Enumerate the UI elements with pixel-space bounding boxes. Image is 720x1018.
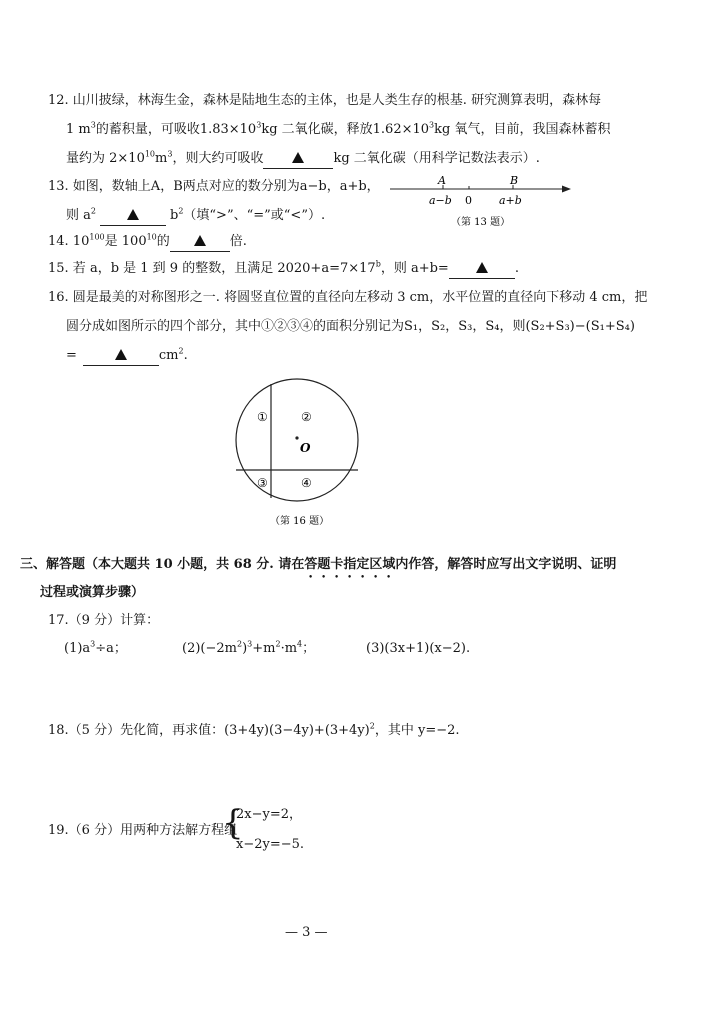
q14-answer-blank[interactable] xyxy=(170,233,230,252)
q13-answer-blank[interactable] xyxy=(100,207,166,226)
left-brace-icon: { xyxy=(222,803,244,843)
triangle-marker-icon xyxy=(194,235,206,246)
label-a: A xyxy=(438,174,446,187)
q12-line1: 12. 山川披绿，林海生金，森林是陆地生态的主体，也是人类生存的根基. 研究测算表明，森林每 xyxy=(48,93,602,108)
q17-part1: $(1)a^3\div a$； xyxy=(64,639,127,656)
q13-line1: 13. 如图，数轴上A，B两点对应的数分别为a−b，a+b， xyxy=(48,179,380,194)
region-3-label: ③ xyxy=(257,476,268,490)
q14-line: 14. $10^{100}$是 $100^{10}$的 倍. xyxy=(48,233,247,252)
center-label: O xyxy=(300,441,311,455)
q16-line1: 16. 圆是最美的对称图形之一. 将圆竖直位置的直径向左移动 3 cm，水平位置的直径向下移动 4 cm，把 xyxy=(48,290,648,305)
center-point xyxy=(295,436,298,439)
circle xyxy=(236,379,358,501)
section-3-heading-line2: 过程或演算步骤） xyxy=(40,585,145,600)
q18-line: 18.（5 分）先化简，再求值：$(3+4y)(3-4y)+(3+4y)^2$，其中 y=−2. xyxy=(48,721,460,738)
q12-answer-blank[interactable] xyxy=(263,150,333,169)
tick-label-zero: 0 xyxy=(465,194,472,207)
number-line-figure xyxy=(385,172,575,232)
circle-figure xyxy=(228,372,378,532)
q17-part2: $(2)(-2m^2)^3+m^2\cdot m^4$； xyxy=(182,639,316,656)
triangle-marker-icon xyxy=(292,152,304,163)
q19-label: 19.（6 分）用两种方法解方程组 xyxy=(48,823,238,838)
page-number: — 3 — xyxy=(285,925,328,940)
q16-line2: 圆分成如图所示的四个部分，其中①②③④的面积分别记为S₁，S₂，S₃，S₄，则(S₂+S₃)−(S₁+S₄) xyxy=(66,319,635,334)
q12-line3: 量约为 $2\times 10^{10}m^3$，则大约可吸收 kg 二氧化碳（用科学记数法表示）. xyxy=(66,150,540,169)
figure-16-caption: （第 16 题） xyxy=(270,516,330,527)
q17-title: 17.（9 分）计算： xyxy=(48,613,160,628)
q12-line2: 1 $m^3$的蓄积量，可吸收$1.83\times 10^3kg$ 二氧化碳，释放$1.62\times 10^3kg$ 氧气，目前，我国森林蓄积 xyxy=(66,120,611,137)
tick-label-a-plus-b: a+b xyxy=(499,194,522,207)
region-4-label: ④ xyxy=(301,476,312,490)
q15-line: 15. 若 a，b 是 1 到 9 的整数，且满足 $2020+a=7\times 17^b$，则 a+b= . xyxy=(48,260,519,279)
label-b: B xyxy=(510,174,519,187)
q19-equation-2: x−2y=−5. xyxy=(236,837,305,852)
triangle-marker-icon xyxy=(127,209,139,220)
emphasized-text: 答题卡指定区域 xyxy=(304,557,396,572)
q13-line2: 则 $a^2$ $b^2$（填“>”、“=”或“<”）. xyxy=(66,207,325,226)
triangle-marker-icon xyxy=(115,349,127,360)
triangle-marker-icon xyxy=(476,262,488,273)
arrow-icon xyxy=(562,186,571,193)
region-2-label: ② xyxy=(301,410,312,424)
figure-13-caption: （第 13 题） xyxy=(451,217,511,228)
q19-equation-1: 2x−y=2， xyxy=(236,807,303,822)
tick-label-a-minus-b: a−b xyxy=(429,194,452,207)
q16-line3: = $cm^2$. xyxy=(66,347,188,366)
q17-part3: (3)(3x+1)(x−2). xyxy=(366,641,471,656)
region-1-label: ① xyxy=(257,410,268,424)
q16-answer-blank[interactable] xyxy=(83,347,159,366)
q15-answer-blank[interactable] xyxy=(449,260,515,279)
section-3-heading: 三、解答题（本大题共 10 小题，共 68 分. 请在答题卡指定区域内作答，解答时应写出文字说明、证明 xyxy=(20,557,617,572)
